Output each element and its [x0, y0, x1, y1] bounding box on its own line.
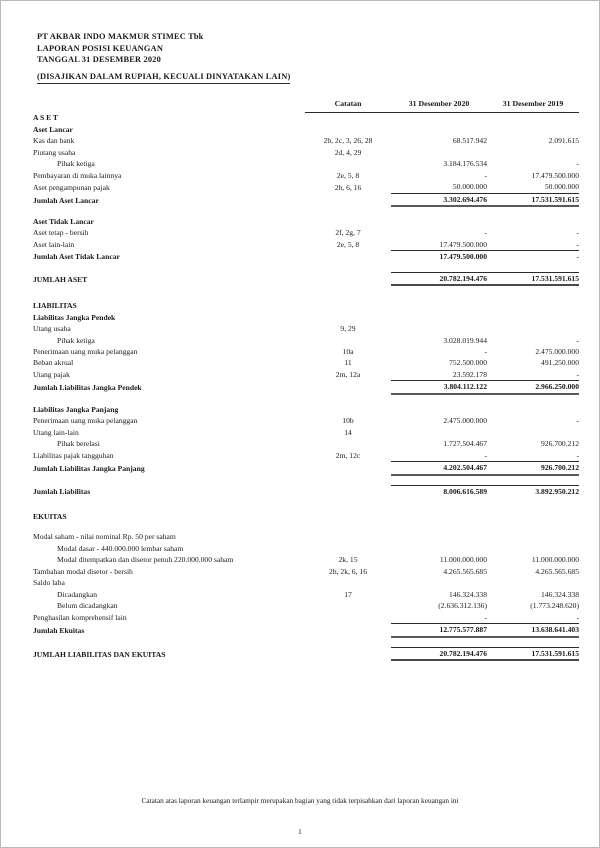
row-value-year2: 926.700.212: [487, 462, 579, 475]
row-value-year1: 146.324.338: [449, 589, 487, 599]
table-row: [33, 272, 579, 285]
row-value-year1: 50.000.000: [391, 181, 487, 193]
row-value-year2: [487, 543, 579, 554]
row-label: Saldo laba: [33, 578, 65, 588]
table-row: [33, 415, 579, 426]
row-value-year2: (1.773.248.620): [530, 601, 579, 611]
row-label: Kas dan bank: [33, 136, 75, 146]
row-label: Penerimaan uang muka pelanggan: [33, 347, 138, 357]
row-note-ref: 2f, 2g, 7: [335, 228, 361, 238]
spacer-row: [33, 522, 579, 531]
table-row: [33, 438, 579, 449]
row-note-ref: 2d, 4, 29: [334, 147, 362, 157]
row-label: Beban akrual: [33, 358, 74, 368]
table-row: [33, 381, 579, 394]
row-label: Modal dasar - 440.000.000 lembar saham: [57, 543, 184, 553]
row-label: A S E T: [33, 113, 58, 123]
footnote-text: Catatan atas laporan keuangan terlampir merupakan bagian yang tidak terpisahkan dari laporan keuangan ini: [141, 796, 459, 805]
row-label: Belum dicadangkan: [57, 601, 118, 611]
row-value-year1: [391, 511, 487, 522]
row-label: Pihak berelasi: [57, 439, 100, 449]
table-row: [33, 239, 579, 251]
row-label: Pihak ketiga: [57, 335, 95, 345]
row-value-year1: 8.006.616.589: [391, 485, 487, 497]
row-value-year1: 1.727.504.467: [443, 439, 487, 449]
row-note-ref: [305, 438, 391, 449]
row-value-year1: [391, 216, 487, 227]
row-note-ref: 2b, 2c, 3, 26, 28: [323, 136, 373, 146]
row-label: Liabilitas Jangka Panjang: [33, 404, 119, 414]
row-label: Aset Tidak Lancar: [33, 216, 94, 226]
row-value-year2: [487, 112, 579, 123]
row-value-year2: -: [576, 159, 579, 169]
row-value-year2: -: [487, 251, 579, 263]
row-value-year1: [391, 404, 487, 415]
table-header-row: [33, 98, 579, 112]
spacer-row: [33, 475, 579, 486]
row-value-year2: [487, 312, 579, 323]
row-note-ref: 2m, 12c: [335, 451, 361, 461]
row-note-ref: [305, 404, 391, 415]
table-row: [33, 485, 579, 497]
row-label: LIABILITAS: [33, 301, 77, 311]
row-value-year2: [487, 147, 579, 158]
row-value-year2: [487, 511, 579, 522]
row-note-ref: 11: [344, 358, 352, 368]
balance-sheet-table: [33, 98, 579, 661]
row-label: JUMLAH ASET: [33, 274, 88, 284]
row-value-year1: [391, 427, 487, 438]
row-value-year1: [391, 112, 487, 123]
row-value-year2: 146.324.338: [541, 589, 579, 599]
row-value-year1: 4.202.504.467: [391, 462, 487, 475]
table-row: [33, 227, 579, 238]
row-label: Jumlah Liabilitas: [33, 486, 91, 496]
row-label: Jumlah Aset Lancar: [33, 195, 99, 205]
table-body: [33, 112, 579, 660]
row-value-year2: 2.091.615: [548, 136, 579, 146]
row-value-year1: [391, 300, 487, 311]
row-value-year2: [487, 216, 579, 227]
row-value-year1: 752.500.000: [449, 358, 487, 368]
row-label: JUMLAH LIABILITAS DAN EKUITAS: [33, 649, 166, 659]
statement-date: TANGGAL 31 DESEMBER 2020: [37, 55, 161, 65]
row-value-year1: 11.000.000.000: [439, 555, 487, 565]
row-value-year1: 3.028.019.944: [443, 335, 487, 345]
table-row: [33, 312, 579, 323]
table-row: [33, 369, 579, 381]
spacer-row: [33, 637, 579, 648]
table-row: [33, 216, 579, 227]
spacer-row: [33, 206, 579, 216]
table-row: [33, 251, 579, 263]
table-row: [33, 577, 579, 588]
row-note-ref: [305, 272, 391, 285]
table-row: [33, 554, 579, 565]
spacer-row: [33, 285, 579, 300]
row-note-ref: [305, 381, 391, 394]
table-row: [33, 647, 579, 660]
table-row: [33, 511, 579, 522]
row-value-year2: [487, 323, 579, 334]
table-row: [33, 624, 579, 637]
row-label: Pembayaran di muka lainnya: [33, 170, 122, 180]
row-value-year2: 17.479.500.000: [531, 170, 579, 180]
row-note-ref: [305, 300, 391, 311]
row-note-ref: [305, 543, 391, 554]
row-label: Aset pengampunan pajak: [33, 182, 110, 192]
row-value-year2: [487, 300, 579, 311]
row-value-year1: 3.302.694.476: [391, 193, 487, 206]
row-value-year1: [391, 531, 487, 542]
row-value-year1: 3.804.112.122: [391, 381, 487, 394]
row-value-year2: -: [487, 612, 579, 624]
table-row: [33, 181, 579, 193]
row-label: Aset Lancar: [33, 124, 73, 134]
row-label: Penghasilan komprehensif lain: [33, 613, 127, 623]
row-value-year1: 20.782.194.476: [391, 647, 487, 660]
table-row: [33, 158, 579, 169]
table-row: [33, 450, 579, 462]
row-value-year2: 17.531.591.615: [487, 193, 579, 206]
row-note-ref: [305, 600, 391, 611]
table-row: [33, 193, 579, 206]
row-label: Jumlah Liabilitas Jangka Pendek: [33, 383, 142, 393]
row-label: Aset lain-lain: [33, 240, 75, 250]
table-row: [33, 462, 579, 475]
row-note-ref: [305, 312, 391, 323]
row-label: Penerimaan uang muka pelanggan: [33, 416, 138, 426]
row-value-year2: 491.250.000: [541, 358, 579, 368]
row-value-year2: 13.638.641.403: [487, 624, 579, 637]
company-name: PT AKBAR INDO MAKMUR STIMEC Tbk: [37, 32, 204, 41]
row-label: EKUITAS: [33, 512, 67, 522]
row-value-year2: [487, 124, 579, 135]
row-value-year1: 4.265.565.685: [443, 566, 487, 576]
row-note-ref: 14: [344, 427, 352, 437]
table-row: [33, 427, 579, 438]
table-row: [33, 124, 579, 135]
row-value-year2: 2.475.000.000: [535, 347, 579, 357]
row-note-ref: [305, 647, 391, 660]
row-note-ref: [305, 193, 391, 206]
row-note-ref: [305, 112, 391, 123]
row-value-year1: [391, 147, 487, 158]
row-note-ref: [305, 216, 391, 227]
row-label: Jumlah Ekuitas: [33, 626, 85, 636]
row-label: Utang lain-lain: [33, 427, 79, 437]
page-number: 1: [298, 827, 302, 836]
spacer-row: [33, 497, 579, 511]
table-row: [33, 323, 579, 334]
table-row: [33, 112, 579, 123]
row-value-year1: 23.592.178: [391, 369, 487, 381]
row-note-ref: [305, 485, 391, 497]
row-label: Utang pajak: [33, 370, 70, 380]
row-value-year1: 20.782.194.476: [391, 272, 487, 285]
row-label: Liabilitas pajak tangguhan: [33, 451, 114, 461]
row-label: Piutang usaha: [33, 147, 76, 157]
row-label: Jumlah Liabilitas Jangka Panjang: [33, 464, 145, 474]
row-note-ref: 17: [344, 589, 352, 599]
table-row: [33, 300, 579, 311]
row-note-ref: [305, 335, 391, 346]
table-row: [33, 531, 579, 542]
row-value-year1: -: [391, 450, 487, 462]
row-value-year1: 2.475.000.000: [443, 416, 487, 426]
row-value-year2: [487, 577, 579, 588]
row-value-year2: 11.000.000.000: [531, 555, 579, 565]
column-header-year2: 31 Desember 2019: [487, 98, 579, 112]
table-row: [33, 170, 579, 181]
row-value-year2: -: [576, 335, 579, 345]
row-value-year2: 4.265.565.685: [535, 566, 579, 576]
row-label: Aset tetap - bersih: [33, 228, 89, 238]
row-label: Modal saham - nilai nominal Rp. 50 per saham: [33, 532, 176, 542]
row-value-year1: -: [484, 347, 487, 357]
row-value-year1: 17.479.500.000: [391, 239, 487, 251]
row-note-ref: [305, 624, 391, 637]
row-value-year1: -: [391, 612, 487, 624]
row-value-year2: -: [487, 369, 579, 381]
row-note-ref: [305, 462, 391, 475]
table-row: [33, 357, 579, 368]
row-label: Dicadangkan: [57, 589, 98, 599]
row-value-year1: [391, 124, 487, 135]
row-value-year1: 68.517.942: [452, 136, 487, 146]
row-note-ref: [305, 158, 391, 169]
row-note-ref: [305, 577, 391, 588]
spacer-row: [33, 263, 579, 273]
row-value-year2: [487, 427, 579, 438]
spacer-row: [33, 394, 579, 404]
table-row: [33, 566, 579, 577]
row-value-year2: -: [487, 239, 579, 251]
row-value-year1: 12.775.577.887: [391, 624, 487, 637]
row-note-ref: [305, 612, 391, 624]
row-value-year2: 17.531.591.615: [487, 647, 579, 660]
column-header-note: Catatan: [305, 98, 391, 112]
row-label: Jumlah Aset Tidak Lancar: [33, 252, 120, 262]
row-value-year1: [391, 543, 487, 554]
row-value-year2: -: [487, 450, 579, 462]
row-label: Modal ditempatkan dan disetor penuh 220.000.000 saham: [57, 555, 234, 565]
row-note-ref: [305, 531, 391, 542]
row-value-year2: 3.892.950.212: [487, 485, 579, 497]
row-label: Pihak ketiga: [57, 159, 95, 169]
row-note-ref: [305, 511, 391, 522]
row-value-year2: 17.531.591.615: [487, 272, 579, 285]
table-row: [33, 135, 579, 146]
column-header-year1: 31 Desember 2020: [391, 98, 487, 112]
row-note-ref: [305, 251, 391, 263]
row-note-ref: 2e, 5, 8: [336, 170, 360, 180]
row-note-ref: 2e, 5, 8: [336, 240, 360, 250]
table-row: [33, 612, 579, 624]
row-label: Tambahan modal disetor - bersih: [33, 566, 133, 576]
row-value-year1: [391, 323, 487, 334]
row-value-year2: 926.700.212: [541, 439, 579, 449]
row-note-ref: 2m, 12a: [335, 370, 361, 380]
row-value-year2: 50.000.000: [487, 181, 579, 193]
table-row: [33, 335, 579, 346]
statement-name: LAPORAN POSISI KEUANGAN: [37, 43, 164, 53]
document-title-block: [37, 31, 577, 84]
row-note-ref: 2h, 6, 16: [334, 182, 362, 192]
row-note-ref: 10b: [342, 416, 354, 426]
row-note-ref: 2h, 2k, 6, 16: [329, 566, 367, 576]
column-header-label: [33, 98, 305, 112]
row-value-year1: 3.184.176.534: [443, 159, 487, 169]
row-value-year1: [391, 577, 487, 588]
row-label: Liabilitas Jangka Pendek: [33, 312, 116, 322]
row-note-ref: [305, 124, 391, 135]
table-row: [33, 147, 579, 158]
row-note-ref: 2k, 15: [338, 555, 358, 565]
row-value-year2: [487, 404, 579, 415]
row-value-year1: [391, 312, 487, 323]
row-value-year2: -: [576, 416, 579, 426]
row-value-year1: 17.479.500.000: [391, 251, 487, 263]
row-note-ref: 10a: [342, 347, 354, 357]
table-row: [33, 600, 579, 611]
row-value-year1: (2.636.312.136): [438, 601, 487, 611]
row-note-ref: 9, 29: [340, 324, 356, 334]
currency-note: (DISAJIKAN DALAM RUPIAH, KECUALI DINYATAKAN LAIN): [37, 71, 290, 84]
row-value-year2: [487, 531, 579, 542]
table-row: [33, 404, 579, 415]
row-value-year1: -: [484, 170, 487, 180]
table-row: [33, 589, 579, 600]
row-label: Utang usaha: [33, 324, 71, 334]
row-value-year1: -: [484, 228, 487, 238]
table-row: [33, 346, 579, 357]
row-value-year2: -: [576, 228, 579, 238]
table-row: [33, 543, 579, 554]
row-value-year2: 2.966.250.000: [487, 381, 579, 394]
